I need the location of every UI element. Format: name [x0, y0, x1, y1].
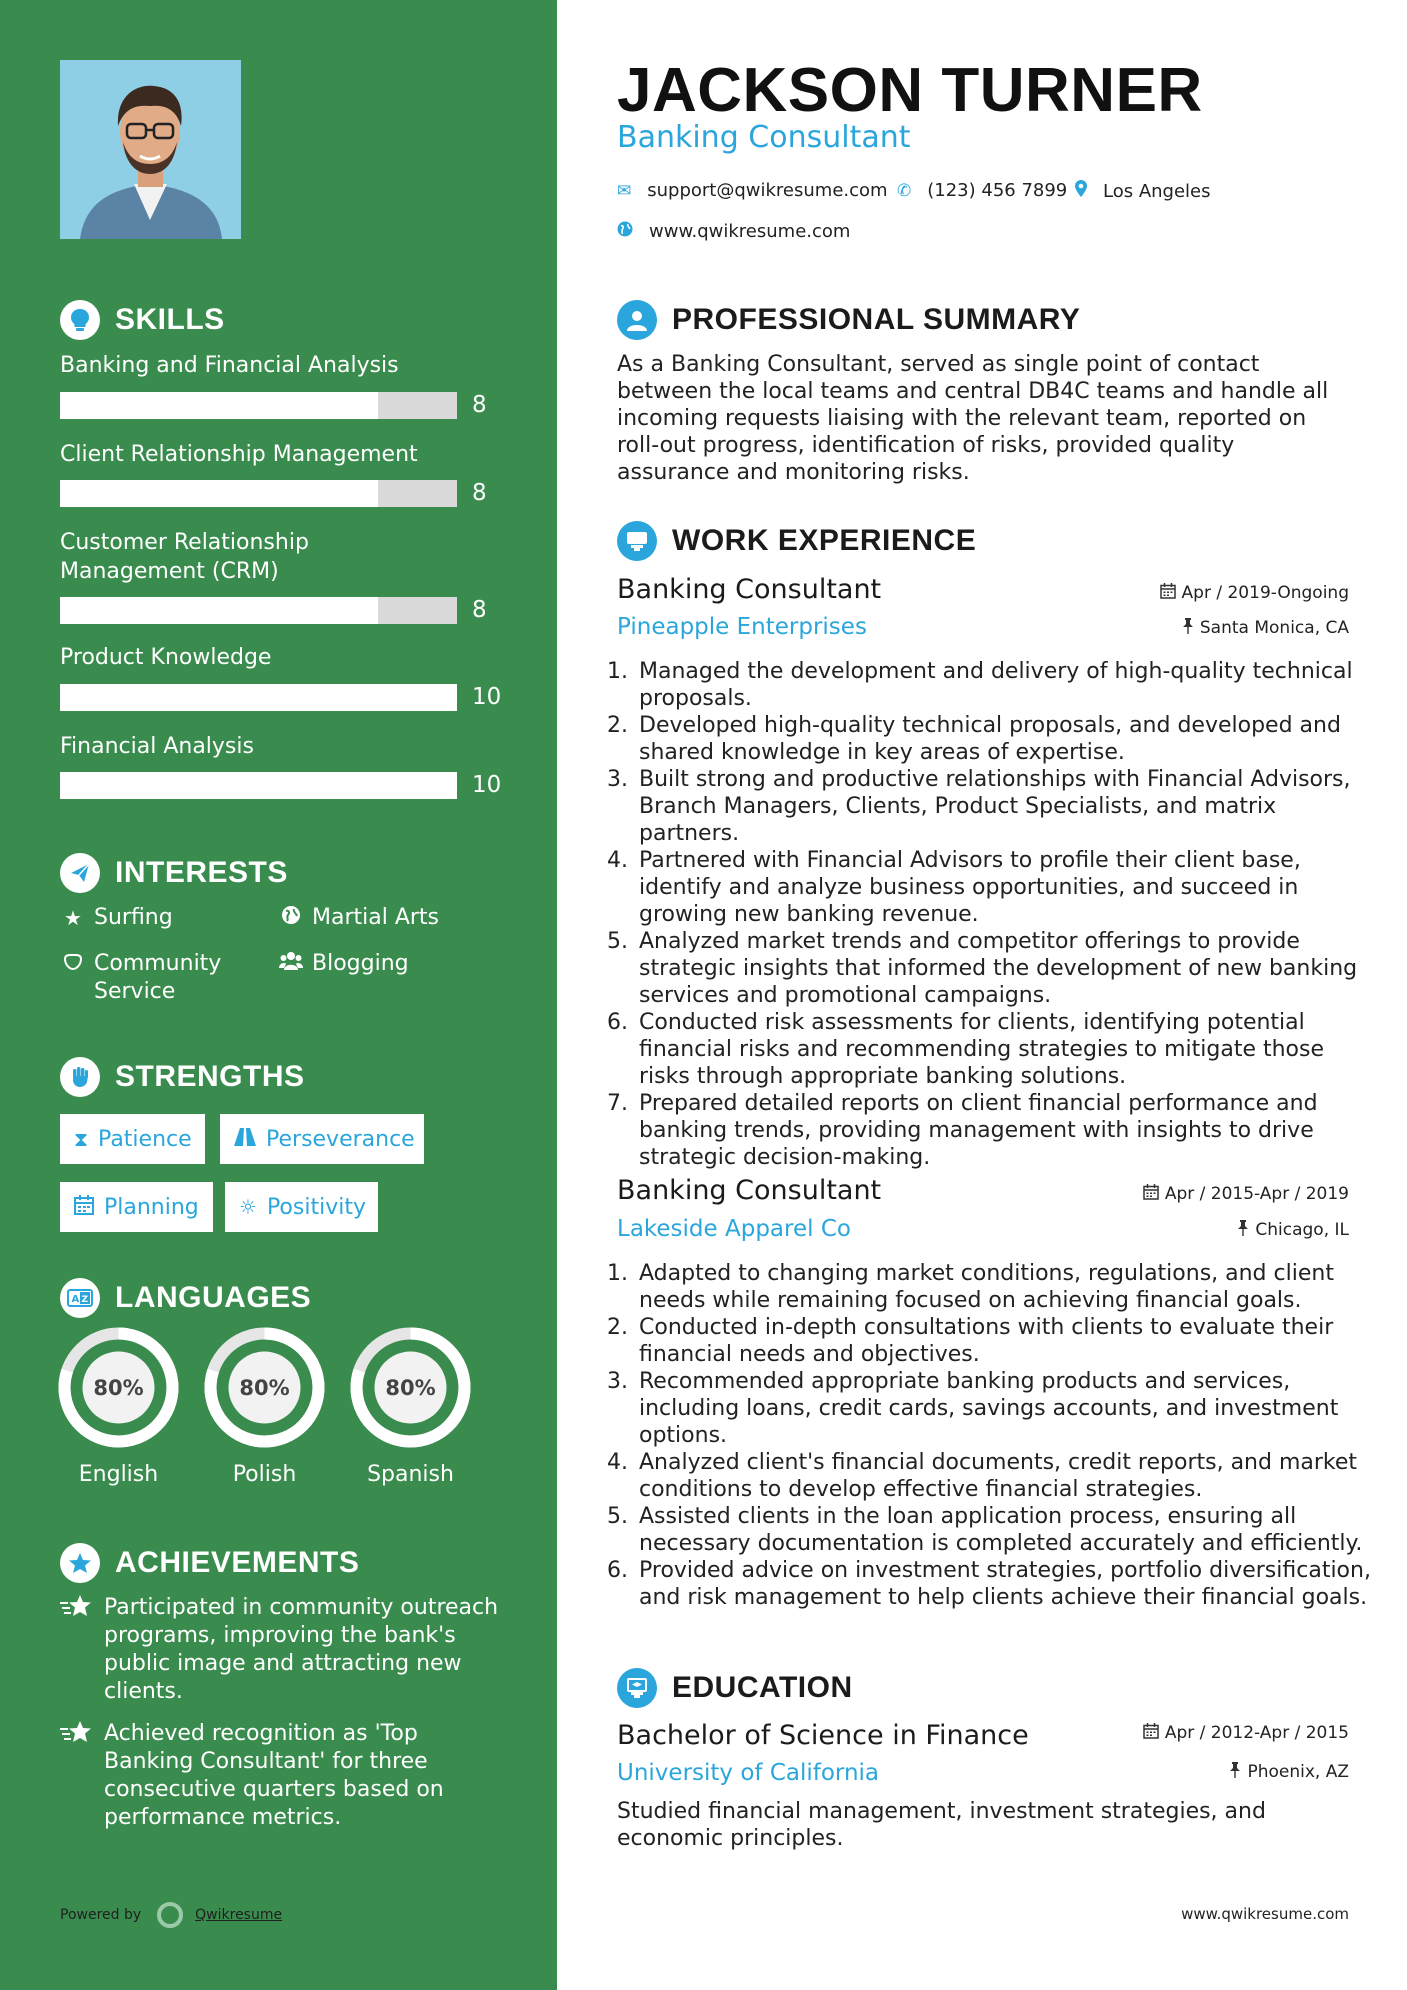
calendar-icon	[1143, 1184, 1159, 1204]
paper-plane-icon	[60, 853, 100, 893]
interest-item	[60, 950, 260, 1006]
summary-heading	[617, 300, 1080, 340]
sun-icon: ☼	[239, 1195, 257, 1219]
list-item: 1. Managed the development and delivery of high-quality technical proposals.	[635, 658, 1375, 712]
strength-label: Perseverance	[266, 1126, 415, 1152]
job-title: Banking Consultant	[617, 574, 882, 605]
skill-value: 8	[472, 392, 487, 418]
shooting-star-icon	[60, 1720, 92, 1752]
star-icon: ★	[64, 906, 82, 930]
pin-icon	[1237, 1220, 1249, 1240]
hourglass-icon: ⧗	[74, 1127, 89, 1151]
skill-bar-fill	[60, 392, 378, 419]
strength-chip	[220, 1114, 424, 1164]
achievement-text: Achieved recognition as 'Top Banking Consultant' for three consecutive quarters based on performance metrics.	[104, 1721, 444, 1830]
strength-label: Positivity	[266, 1194, 366, 1220]
contact-location	[1075, 180, 1211, 202]
skill-label: Financial Analysis	[60, 734, 254, 759]
skill-bar	[60, 480, 457, 507]
profile-photo	[60, 60, 241, 239]
interest-label: Martial Arts	[312, 905, 440, 930]
achievement-item	[60, 1594, 500, 1706]
candidate-name: JACKSON TURNER	[617, 56, 1203, 125]
strength-label: Planning	[104, 1194, 199, 1220]
job-title: Banking Consultant	[617, 1175, 882, 1206]
company-name: Lakeside Apparel Co	[617, 1216, 851, 1242]
interest-item	[278, 950, 409, 978]
education-title: EDUCATION	[672, 1671, 853, 1704]
skill-bar	[60, 597, 457, 624]
qwikresume-logo-icon	[157, 1902, 183, 1928]
skill-label: Banking and Financial Analysis	[60, 353, 399, 378]
strength-label: Patience	[98, 1126, 192, 1152]
svg-text:A: A	[71, 1294, 80, 1305]
strength-chip	[60, 1114, 205, 1164]
list-item: 1. Adapted to changing market conditions, regulations, and client needs while remaining focused on achieving financial goals.	[635, 1260, 1375, 1314]
email-text: support@qwikresume.com	[647, 180, 888, 201]
job-dates-text: Apr / 2019-Ongoing	[1181, 583, 1349, 603]
phone-text: (123) 456 7899	[927, 180, 1068, 201]
job-location-text: Chicago, IL	[1255, 1220, 1349, 1240]
interests-title: INTERESTS	[115, 856, 288, 889]
skills-title: SKILLS	[115, 303, 225, 336]
interest-label: Blogging	[312, 951, 409, 976]
envelope-icon: ✉	[617, 180, 632, 201]
language-ring	[350, 1327, 471, 1448]
list-item: 2. Developed high-quality technical proposals, and developed and shared knowledge in key areas of expertise.	[635, 712, 1375, 766]
globe-icon	[278, 904, 304, 932]
job-location	[1182, 618, 1349, 638]
briefcase-user-icon	[617, 521, 657, 561]
powered-by	[60, 1902, 282, 1928]
calendar-icon	[1160, 583, 1176, 603]
location-text: Los Angeles	[1103, 180, 1211, 202]
skill-value: 10	[472, 772, 502, 798]
education-dates	[1143, 1723, 1349, 1743]
road-icon	[234, 1127, 256, 1151]
job-dates-text: Apr / 2015-Apr / 2019	[1164, 1184, 1349, 1204]
company-name: Pineapple Enterprises	[617, 614, 867, 640]
skills-heading	[60, 300, 225, 340]
calendar-icon	[74, 1195, 94, 1220]
education-location-text: Phoenix, AZ	[1247, 1762, 1349, 1782]
education-description: Studied financial management, investment strategies, and economic principles.	[617, 1799, 1266, 1851]
list-item: 6. Conducted risk assessments for clients, identifying potential financial risks and recommending strategies to mitigate those risks through appropriate banking solutions.	[635, 1009, 1375, 1090]
skill-bar-fill	[60, 597, 378, 624]
education-heading	[617, 1668, 853, 1708]
degree-title: Bachelor of Science in Finance	[617, 1720, 1029, 1751]
interest-label: Surfing	[94, 905, 173, 930]
list-item: 6. Provided advice on investment strategies, portfolio diversification, and risk management to help clients achieve their financial goals.	[635, 1557, 1375, 1611]
list-item: 2. Conducted in-depth consultations with clients to evaluate their financial needs and objectives.	[635, 1314, 1375, 1368]
skill-value: 8	[472, 480, 487, 506]
strengths-heading	[60, 1057, 305, 1097]
skill-label: Client Relationship Management	[60, 442, 418, 467]
contact-phone[interactable]	[897, 180, 1067, 201]
list-item: 3. Recommended appropriate banking products and services, including loans, credit cards, savings accounts, and investment options.	[635, 1368, 1375, 1449]
languages-title: LANGUAGES	[115, 1281, 312, 1314]
graduation-icon	[617, 1668, 657, 1708]
strength-chip	[225, 1182, 378, 1232]
experience-title: WORK EXPERIENCE	[672, 524, 977, 557]
skill-value: 10	[472, 684, 502, 710]
interest-item	[278, 904, 439, 932]
portrait-image	[60, 60, 241, 239]
job-duties-list	[611, 1260, 1375, 1611]
fist-icon	[60, 1057, 100, 1097]
achievements-title: ACHIEVEMENTS	[115, 1546, 360, 1579]
list-item: 5. Analyzed market trends and competitor offerings to provide strategic insights that informed the development of new banking services and promotional campaigns.	[635, 928, 1375, 1009]
education-location	[1229, 1762, 1349, 1782]
achievement-item	[60, 1720, 500, 1832]
lightbulb-icon	[60, 300, 100, 340]
language-percent: 80%	[93, 1376, 144, 1400]
language-ring	[204, 1327, 325, 1448]
skill-label: Customer Relationship Management (CRM)	[60, 530, 309, 584]
experience-heading	[617, 521, 976, 561]
skill-bar	[60, 684, 457, 711]
job-dates	[1160, 583, 1349, 603]
user-icon	[617, 300, 657, 340]
education-dates-text: Apr / 2012-Apr / 2015	[1164, 1723, 1349, 1743]
language-percent: 80%	[239, 1376, 290, 1400]
language-icon	[60, 1278, 100, 1318]
skill-bar-fill	[60, 772, 457, 799]
achievement-text: Participated in community outreach programs, improving the bank's public image and attracting new clients.	[104, 1595, 499, 1704]
job-duties-list	[611, 658, 1375, 1171]
interests-heading	[60, 853, 288, 893]
list-item: 3. Built strong and productive relationships with Financial Advisors, Branch Managers, Clients, Product Specialists, and matrix partners.	[635, 766, 1375, 847]
trophy-star-icon	[60, 1543, 100, 1583]
job-location-text: Santa Monica, CA	[1199, 618, 1349, 638]
achievements-heading	[60, 1543, 359, 1583]
language-name: Spanish	[367, 1462, 454, 1487]
skill-bar	[60, 772, 457, 799]
language-ring	[58, 1327, 179, 1448]
qwikresume-link[interactable]: Qwikresume	[195, 1907, 283, 1923]
contact-email[interactable]	[617, 180, 888, 201]
interest-item	[60, 904, 173, 932]
skill-label: Product Knowledge	[60, 645, 272, 670]
skill-bar-fill	[60, 480, 378, 507]
language-name: English	[78, 1462, 159, 1487]
job-location	[1237, 1220, 1349, 1240]
sidebar	[0, 0, 557, 1990]
pin-icon	[1229, 1762, 1241, 1782]
skill-value: 8	[472, 597, 487, 623]
globe-icon	[617, 221, 633, 242]
svg-text:Z: Z	[81, 1295, 89, 1305]
language-name: Polish	[232, 1462, 297, 1487]
interest-label: Community Service	[94, 951, 222, 1004]
candidate-role: Banking Consultant	[617, 120, 911, 155]
contact-website[interactable]	[617, 221, 850, 242]
calendar-icon	[1143, 1723, 1159, 1743]
job-dates	[1143, 1184, 1349, 1204]
footer-url[interactable]: www.qwikresume.com	[1181, 1905, 1349, 1923]
strengths-title: STRENGTHS	[115, 1060, 305, 1093]
summary-text: As a Banking Consultant, served as single point of contact between the local teams and central DB4C teams and handle all incoming requests liaising with the relevant team, reported on roll-out progress, identification of risks, provided quality assurance and monitoring risks.	[617, 352, 1329, 485]
school-name: University of California	[617, 1760, 880, 1786]
skill-bar-fill	[60, 684, 457, 711]
skill-bar	[60, 392, 457, 419]
map-marker-icon	[1075, 180, 1087, 202]
pin-icon	[1182, 618, 1194, 638]
list-item: 7. Prepared detailed reports on client financial performance and banking trends, providing management with insights to drive strategic decision-making.	[635, 1090, 1375, 1171]
strength-chip	[60, 1182, 213, 1232]
languages-heading	[60, 1278, 311, 1318]
handshake-icon	[60, 950, 86, 978]
shooting-star-icon	[60, 1594, 92, 1626]
users-icon	[278, 950, 304, 978]
website-text: www.qwikresume.com	[649, 221, 851, 242]
powered-by-label: Powered by	[60, 1907, 142, 1923]
summary-title: PROFESSIONAL SUMMARY	[672, 303, 1081, 336]
language-percent: 80%	[385, 1376, 436, 1400]
list-item: 4. Partnered with Financial Advisors to profile their client base, identify and analyze business opportunities, and succeed in growing new banking revenue.	[635, 847, 1375, 928]
list-item: 4. Analyzed client's financial documents, credit reports, and market conditions to develop effective financial strategies.	[635, 1449, 1375, 1503]
phone-icon: ✆	[897, 180, 912, 201]
list-item: 5. Assisted clients in the loan application process, ensuring all necessary documentation is completed accurately and efficiently.	[635, 1503, 1375, 1557]
